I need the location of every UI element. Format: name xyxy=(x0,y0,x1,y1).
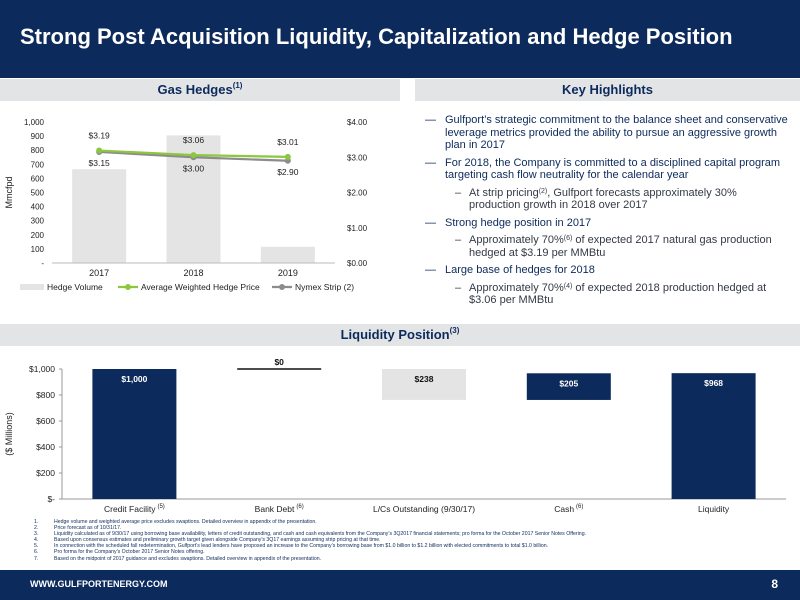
hedge-price-point xyxy=(96,148,102,154)
y-tick-label: $600 xyxy=(36,416,55,426)
highlight-bullet xyxy=(425,157,790,182)
hedge-price-point xyxy=(191,152,197,158)
footnote xyxy=(34,556,794,562)
nymex-strip-data-label: $3.00 xyxy=(182,163,205,174)
legend-hedge-volume-swatch xyxy=(20,284,44,290)
sub-bullet-dash: – xyxy=(455,281,462,294)
y-axis-label: Mmcfpd xyxy=(4,176,14,209)
y-tick-label: $- xyxy=(47,494,55,504)
liquidity-title: Liquidity Position xyxy=(340,327,450,342)
y2-tick-label: $3.00 xyxy=(347,153,368,163)
y-axis-label: ($ Millions) xyxy=(4,412,14,456)
y-tick-label: 800 xyxy=(30,146,44,156)
x-tick-label-text: Bank Debt xyxy=(254,504,295,514)
hedge-price-point xyxy=(285,154,291,160)
hedge-volume-bar xyxy=(72,169,126,263)
x-tick-label xyxy=(373,504,475,514)
y-tick-label: 900 xyxy=(30,132,44,142)
liquidity-chart xyxy=(0,348,800,518)
x-tick-label: 2019 xyxy=(277,268,298,278)
sub-bullet-text: At strip pricing xyxy=(469,186,539,199)
sub-bullet-text: of expected 2018 production hedged at $3.06 per MMBtu xyxy=(469,281,767,306)
bullet-dash: — xyxy=(425,216,436,229)
footnotes xyxy=(34,519,794,562)
y-tick-label: 1,000 xyxy=(23,118,44,127)
highlight-sub-bullet xyxy=(425,234,790,259)
liquidity-title-sup: (3) xyxy=(449,326,460,335)
y-tick-label: 300 xyxy=(30,216,44,226)
y-tick-label: - xyxy=(41,259,44,268)
highlight-sub-bullet xyxy=(425,187,790,212)
y-tick-label: 500 xyxy=(30,188,44,198)
y2-tick-label: $2.00 xyxy=(347,188,368,198)
highlight-bullet xyxy=(425,264,790,277)
highlight-bullet xyxy=(425,114,790,152)
x-tick-label: 2017 xyxy=(89,268,110,278)
y-tick-label: $200 xyxy=(36,468,55,478)
key-highlights-title: Key Highlights xyxy=(561,82,653,97)
liquidity-data-label: $205 xyxy=(559,378,579,389)
legend-hedge-volume-label: Hedge Volume xyxy=(47,282,103,292)
x-tick-label: 2018 xyxy=(183,268,204,278)
liquidity-bar xyxy=(672,373,756,499)
highlight-bullet xyxy=(425,217,790,230)
header-banner xyxy=(0,0,800,78)
bullet-text: For 2018, the Company is committed to a disciplined capital program targeting cash flow neutrality for the calendar year xyxy=(445,156,781,181)
y-tick-label: 700 xyxy=(30,160,44,170)
x-tick-label xyxy=(554,504,583,514)
sub-bullet-text: Approximately 70% xyxy=(469,281,564,294)
bullet-text: Gulfport’s strategic commitment to the balance sheet and conservative leverage metrics provided the ability to pursue an aggressive growth plan in 2017 xyxy=(445,114,788,151)
y2-tick-label: $0.00 xyxy=(347,259,368,268)
hedge-price-data-label: $3.06 xyxy=(182,135,205,146)
footnote-number: 2. xyxy=(34,525,39,532)
highlight-sub-bullet xyxy=(425,282,790,307)
bullet-text: Strong hedge position in 2017 xyxy=(445,216,592,229)
y-tick-label: 400 xyxy=(30,202,44,212)
footnote-text: Liquidity calculated as of 9/30/17 using borrowing base availability, letters of credit outstanding, and cash and cash equivalents from the Company’s 3Q2017 financial statements; pro forma for the October 2017 Senior Notes Offering. xyxy=(54,531,587,538)
footer-banner xyxy=(0,570,800,600)
x-tick-label xyxy=(104,504,165,514)
y-tick-label: 200 xyxy=(30,230,44,240)
footnote-number: 6. xyxy=(34,549,39,556)
footnote-number: 4. xyxy=(34,537,39,544)
gas-hedges-title-sup: (1) xyxy=(232,81,243,90)
sub-bullet-dash: – xyxy=(455,186,462,199)
y-tick-label: 100 xyxy=(30,244,44,254)
liquidity-data-label: $968 xyxy=(704,378,724,389)
page-title: Strong Post Acquisition Liquidity, Capitalization and Hedge Position xyxy=(20,24,733,49)
y2-tick-label: $1.00 xyxy=(347,223,368,233)
sub-bullet-text: , Gulfport forecasts approximately 30% production growth in 2018 over 2017 xyxy=(469,186,737,211)
x-tick-label-sup: (6) xyxy=(296,504,304,510)
bullet-dash: — xyxy=(425,264,436,276)
footnote-text: Hedge volume and weighted average price excludes swaptions. Detailed overview in appendix of the presentation. xyxy=(54,519,317,525)
page-number: 8 xyxy=(771,577,778,591)
hedge-price-data-label: $3.01 xyxy=(277,136,299,147)
liquidity-data-label: $238 xyxy=(414,374,434,384)
legend-nymex-marker xyxy=(279,284,285,290)
footnote-text: Based upon consensus estimates and preliminary growth target given alongside Company’s 3Q17 earnings assuming strip pricing at that time. xyxy=(54,537,381,544)
hedge-volume-bar xyxy=(261,247,315,263)
footnote-number: 5. xyxy=(34,543,39,550)
y-tick-label: $1,000 xyxy=(29,364,55,374)
liquidity-data-label: $0 xyxy=(274,357,284,367)
x-tick-label-text: Cash xyxy=(554,504,575,514)
footnote-text: Price forecast as of 10/31/17. xyxy=(54,525,122,532)
key-highlights-header xyxy=(415,79,800,101)
gas-hedges-header xyxy=(0,79,400,101)
x-tick-label xyxy=(698,504,730,514)
sub-bullet-dash: – xyxy=(455,234,462,246)
sub-bullet-sup: (4) xyxy=(563,282,573,290)
sub-bullet-sup: (2) xyxy=(538,187,548,195)
nymex-strip-data-label: $3.15 xyxy=(88,157,110,168)
x-tick-label-text: Liquidity xyxy=(698,504,730,514)
x-tick-label-text: L/Cs Outstanding (9/30/17) xyxy=(372,504,476,514)
sub-bullet-text: Approximately 70% xyxy=(469,234,564,246)
key-highlights-list xyxy=(425,114,790,312)
bullet-dash: — xyxy=(425,114,436,126)
bullet-dash: — xyxy=(425,156,436,169)
sub-bullet-sup: (6) xyxy=(563,235,573,242)
y2-tick-label: $4.00 xyxy=(347,118,368,127)
footnote-text: Based on the midpoint of 2017 guidance and excludes swaptions. Detailed overview in appendix of the presentation. xyxy=(54,555,322,562)
liquidity-bar xyxy=(92,369,176,499)
x-tick-label-sup: (5) xyxy=(157,504,165,510)
footnote-text: In connection with the scheduled fall redetermination, Gulfport’s lead lenders have proposed an increase to the Company’s borrowing base from $1.0 billion to $1.2 billion with elected commitments to total $1.0 billion. xyxy=(54,543,549,550)
gas-hedges-chart xyxy=(0,105,400,335)
nymex-strip-data-label: $2.90 xyxy=(277,166,299,177)
footer-url: WWW.GULFPORTENERGY.COM xyxy=(30,579,168,589)
footnote-number: 1. xyxy=(34,519,39,525)
y-tick-label: 600 xyxy=(30,174,44,184)
legend-nymex-label: Nymex Strip (2) xyxy=(295,282,355,292)
legend-hedge-price-marker xyxy=(125,284,131,290)
footnote-text: Pro forma for the Company’s October 2017 Senior Notes offering. xyxy=(54,549,205,556)
liquidity-header xyxy=(0,324,800,346)
footnote-number: 3. xyxy=(34,531,39,538)
hedge-price-data-label: $3.19 xyxy=(88,130,110,141)
y-tick-label: $400 xyxy=(36,442,55,452)
bullet-text: Large base of hedges for 2018 xyxy=(445,264,595,276)
x-tick-label xyxy=(255,504,304,514)
x-tick-label-sup: (6) xyxy=(576,504,584,510)
footnote-number: 7. xyxy=(34,555,39,562)
legend-hedge-price-label: Average Weighted Hedge Price xyxy=(141,282,260,292)
y-tick-label: $800 xyxy=(36,390,55,400)
gas-hedges-title: Gas Hedges xyxy=(157,82,233,97)
x-tick-label-text: Credit Facility xyxy=(103,504,156,514)
sub-bullet-text: of expected 2017 natural gas production hedged at $3.19 per MMBtu xyxy=(469,234,772,259)
liquidity-data-label: $1,000 xyxy=(121,374,148,384)
